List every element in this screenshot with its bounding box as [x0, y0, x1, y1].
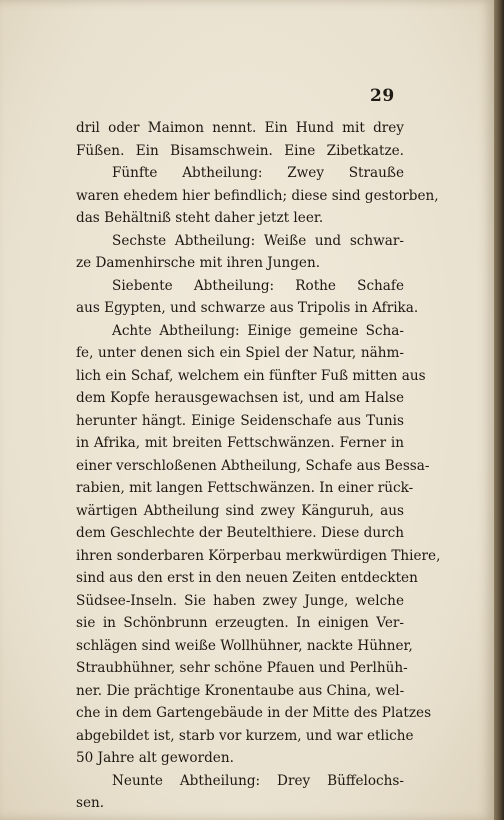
text-line: Straubhühner, sehr schöne Pfauen und Perlhüh-	[76, 660, 408, 676]
text-line: waren ehedem hier befindlich; diese sind gestorben,	[76, 187, 439, 204]
text-line: ihren sonderbaren Körperbau merkwürdigen Thiere,	[76, 547, 441, 564]
text-line: einer verschloßenen Abtheilung, Schafe aus Bessa-	[76, 457, 430, 474]
text-line: ner. Die prächtige Kronentaube aus China, wel-	[76, 682, 405, 699]
section-heading-line: Neunte Abtheilung: Drey Büffelochs-	[112, 772, 404, 789]
text-line: sen.	[76, 795, 105, 811]
text-line: aus Egypten, und schwarze aus Tripolis in Afrika.	[76, 300, 419, 316]
text-line: lich ein Schaf, welchem ein fünfter Fuß mitten aus	[76, 367, 426, 384]
text-line: che in dem Gartengebäude in der Mitte des Platzes	[76, 705, 432, 721]
text-line: dril oder Maimon nennt. Ein Hund mit drey	[76, 120, 404, 136]
page-edge-shadow	[494, 0, 504, 820]
text-line: sind aus den erst in den neuen Zeiten entdeckten	[76, 570, 418, 586]
body-text	[76, 117, 441, 815]
text-line: 50 Jahre alt geworden.	[76, 750, 234, 766]
text-line: in Afrika, mit breiten Fettschwänzen. Ferner in	[76, 435, 404, 451]
text-line: herunter hängt. Einige Seidenschafe aus Tunis	[76, 412, 404, 429]
text-line: dem Kopfe herausgewachsen ist, und am Halse	[76, 390, 404, 406]
text-line: dem Geschlechte der Beutelthiere. Diese durch	[76, 525, 404, 541]
section-heading-line: Siebente Abtheilung: Rothe Schafe	[112, 277, 404, 294]
text-line: Südsee-Inseln. Sie haben zwey Junge, welche	[76, 592, 404, 609]
text-line: fe, unter denen sich ein Spiel der Natur, nähm-	[76, 345, 404, 361]
text-line: abgebildet ist, starb vor kurzem, und war etliche	[76, 727, 414, 744]
text-line: sie in Schönbrunn erzeugten. In einigen Ver-	[76, 615, 404, 631]
text-line: wärtigen Abtheilung sind zwey Känguruh, aus	[76, 502, 404, 519]
text-line: ze Damenhirsche mit ihren Jungen.	[76, 255, 321, 271]
section-heading-line: Sechste Abtheilung: Weiße und schwar-	[112, 232, 404, 249]
text-line: schlägen sind weiße Wollhühner, nackte Hühner,	[76, 637, 413, 654]
text-line: das Behältniß steht daher jetzt leer.	[76, 210, 324, 226]
text-line: rabien, mit langen Fettschwänzen. In einer rück-	[76, 480, 414, 496]
text-line: Füßen. Ein Bisamschwein. Eine Zibetkatze.	[76, 142, 404, 159]
section-heading-line: Fünfte Abtheilung: Zwey Strauße	[112, 165, 404, 181]
section-heading-line: Achte Abtheilung: Einige gemeine Scha-	[112, 322, 404, 339]
page-number: 29	[370, 86, 395, 106]
